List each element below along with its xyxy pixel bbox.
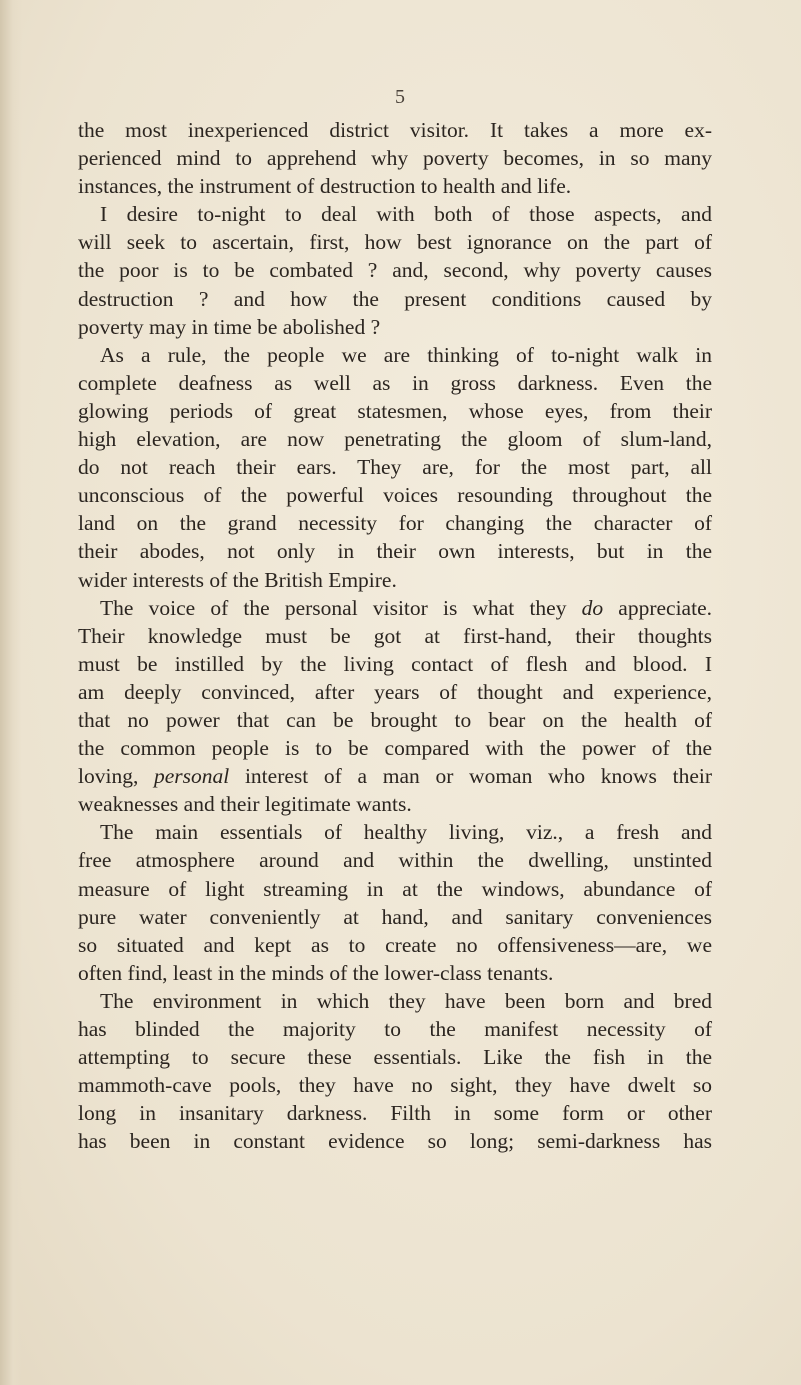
text-run: appreciate.	[603, 595, 712, 620]
body-text	[78, 116, 712, 1155]
text-line	[78, 594, 712, 622]
text-line	[78, 762, 712, 790]
text-line: Their knowledge must be got at first-hand, their thoughts	[78, 623, 712, 648]
text-line: The environment in which they have been born and bred	[100, 988, 712, 1013]
text-line: mammoth-cave pools, they have no sight, they have dwelt so	[78, 1073, 712, 1098]
text-line: has blinded the majority to the manifest necessity of	[78, 1017, 712, 1041]
text-line: long in insanitary darkness. Filth in some form or other	[78, 1101, 712, 1126]
text-line: so situated and kept as to create no offensiveness—are, we	[78, 932, 712, 957]
text-line: unconscious of the powerful voices resounding throughout the	[78, 483, 712, 508]
text-line: I desire to-night to deal with both of those aspects, and	[100, 202, 712, 227]
text-line: will seek to ascertain, first, how best ignorance on the part of	[78, 230, 712, 255]
text-line: The main essentials of healthy living, viz., a fresh and	[100, 820, 712, 845]
text-line: the common people is to be compared with the power of the	[78, 736, 712, 761]
text-line: the poor is to be combated ? and, second, why poverty causes	[78, 258, 712, 283]
emphasis-text: personal	[154, 764, 230, 789]
text-line: destruction ? and how the present conditions caused by	[78, 286, 712, 311]
text-line: measure of light streaming in at the windows, abundance of	[78, 876, 712, 901]
text-line: perienced mind to apprehend why poverty becomes, in so many	[78, 146, 712, 171]
text-line: free atmosphere around and within the dwelling, unstinted	[78, 848, 712, 873]
text-run: The voice of the personal visitor is what they	[100, 595, 582, 620]
text-run: loving,	[78, 764, 155, 789]
page-number: 5	[395, 86, 406, 108]
text-line: that no power that can be brought to bear on the health of	[78, 707, 712, 732]
text-line: glowing periods of great statesmen, whose eyes, from their	[78, 398, 712, 423]
text-line: instances, the instrument of destruction to health and life.	[78, 174, 572, 199]
text-line: high elevation, are now penetrating the gloom of slum-land,	[78, 427, 712, 452]
text-line: the most inexperienced district visitor. It takes a more ex-	[78, 118, 712, 142]
text-line: wider interests of the British Empire.	[78, 567, 397, 592]
text-line: must be instilled by the living contact of flesh and blood. I	[78, 651, 712, 676]
text-line: pure water conveniently at hand, and sanitary conveniences	[78, 904, 712, 929]
text-line: land on the grand necessity for changing the character of	[78, 511, 712, 536]
text-line: As a rule, the people we are thinking of to-night walk in	[100, 342, 712, 367]
text-line: do not reach their ears. They are, for the most part, all	[78, 455, 712, 480]
text-line: often find, least in the minds of the lower-class tenants.	[78, 960, 554, 985]
emphasis-text: do	[581, 595, 604, 620]
text-line: weaknesses and their legitimate wants.	[78, 792, 412, 817]
text-line: attempting to secure these essentials. Like the fish in the	[78, 1045, 712, 1070]
text-run: interest of a man or woman who knows their	[229, 764, 712, 789]
binding-shadow	[0, 0, 22, 1385]
text-line: their abodes, not only in their own interests, but in the	[78, 539, 712, 564]
text-line: complete deafness as well as in gross darkness. Even the	[78, 370, 712, 395]
text-line: poverty may in time be abolished ?	[78, 314, 381, 339]
text-line: am deeply convinced, after years of thought and experience,	[78, 679, 712, 704]
text-line: has been in constant evidence so long; semi-darkness has	[78, 1129, 712, 1154]
